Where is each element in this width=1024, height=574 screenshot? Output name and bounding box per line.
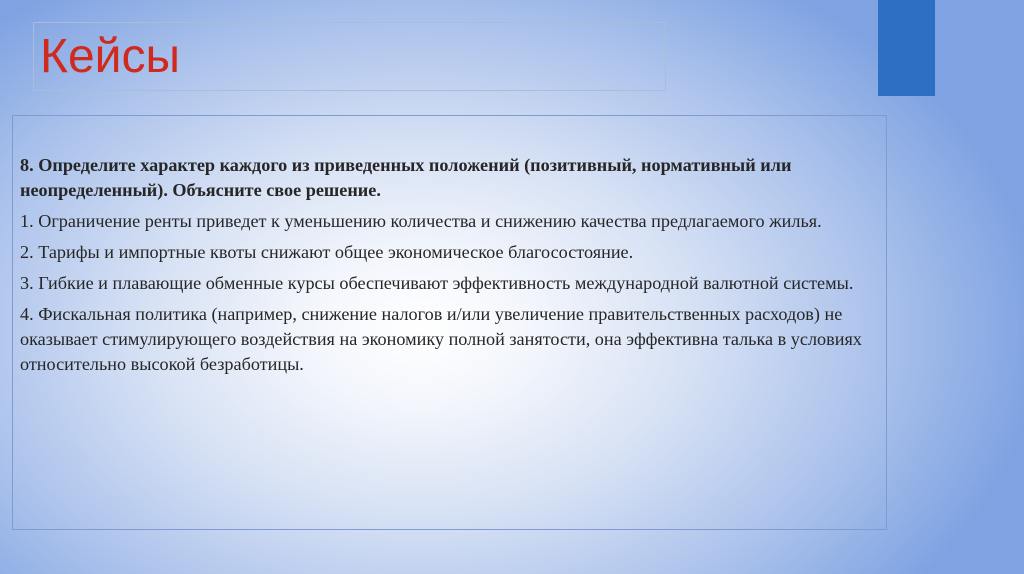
content-box [12, 115, 887, 530]
list-item: 4. Фискальная политика (например, снижение налогов и/или увеличение правительственных расходов) не оказывает стимулирующего воздействия на экономику полной занятости, она эффективна талька в условиях относительно высокой безработицы. [20, 304, 862, 374]
content-body [20, 153, 875, 383]
title-box [33, 22, 666, 91]
list-item: 2. Тарифы и импортные квоты снижают общее экономическое благосостояние. [20, 242, 634, 262]
slide-title: Кейсы [40, 30, 180, 83]
list-item: 3. Гибкие и плавающие обменные курсы обеспечивают эффективность международной валютной системы. [20, 273, 854, 293]
accent-bar [878, 0, 935, 96]
list-item: 1. Ограничение ренты приведет к уменьшению количества и снижению качества предлагаемого жилья. [20, 211, 822, 231]
question-text: 8. Определите характер каждого из приведенных положений (позитивный, нормативный или неопределенный). Объясните свое решение. [20, 155, 792, 200]
